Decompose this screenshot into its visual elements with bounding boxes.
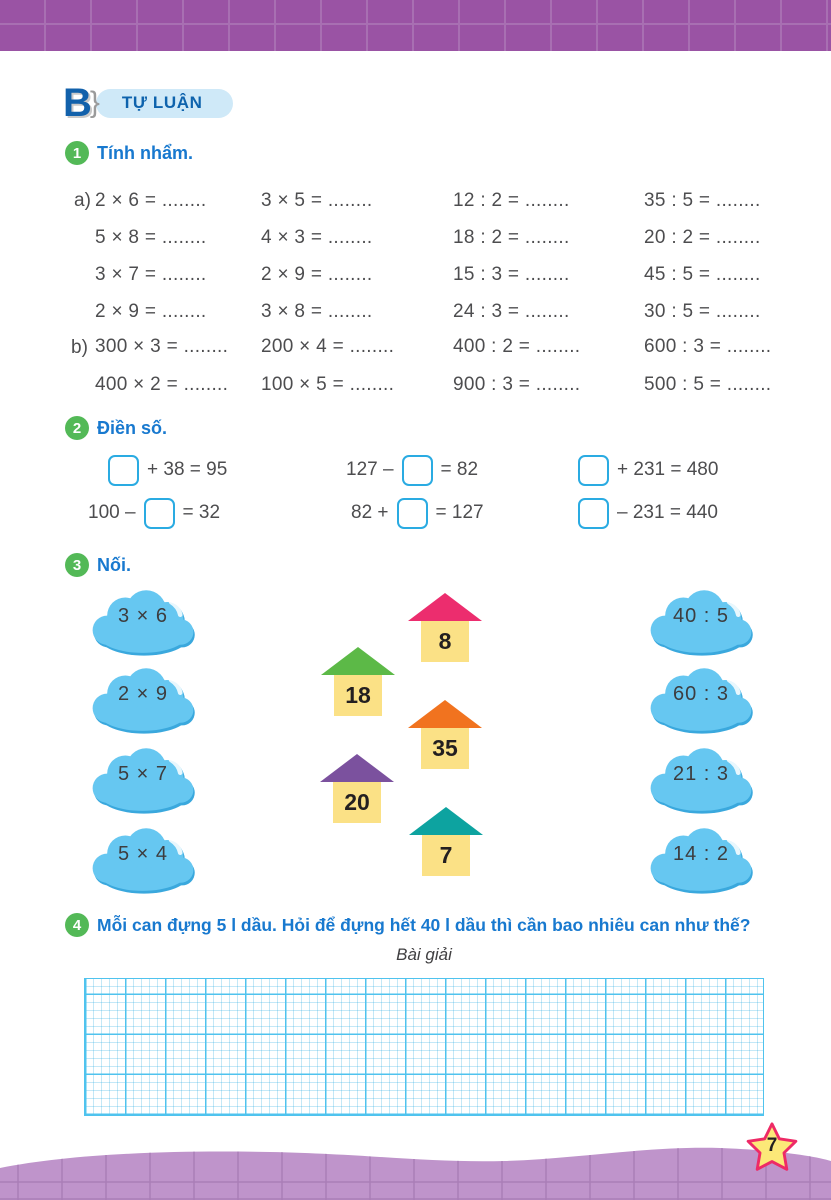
exercise-1-header [65,141,193,165]
exercise-1-part-a-grid [95,182,761,330]
roof-icon [408,593,482,621]
part-a-label: a) [74,190,91,211]
exercise-3-title: Nối. [97,555,131,575]
house-7[interactable] [409,807,483,876]
exercise-4-number-badge: 4 [65,913,89,937]
cloud-label: 14 : 2 [672,843,730,865]
house-value: 7 [422,835,470,876]
equation [351,498,484,528]
exercise-2-header [65,416,167,440]
cloud-left-1[interactable] [84,585,202,659]
house-35[interactable] [408,700,482,769]
brace-ornament: } [89,86,100,119]
equation-post: – 231 = 440 [617,502,718,523]
problem-cell: 600 : 3 = ........ [644,336,772,357]
problem-cell: 24 : 3 = ........ [453,301,570,322]
exercise-3-number-badge: 3 [65,553,89,577]
roof-icon [321,647,395,675]
answer-box[interactable] [578,498,609,529]
section-title: TỰ LUẬN [121,93,203,112]
exercise-2-number-badge: 2 [65,416,89,440]
problem-cell: 2 × 6 = ........ [95,190,207,211]
problem-cell: 200 × 4 = ........ [261,336,395,357]
equation-post: = 32 [182,502,221,523]
cloud-left-4[interactable] [84,823,202,897]
equation [108,455,227,485]
problem-cell: 5 × 8 = ........ [95,227,207,248]
problem-cell: 400 : 2 = ........ [453,336,581,357]
problem-cell: 3 × 7 = ........ [95,264,207,285]
answer-box[interactable] [144,498,175,529]
problem-cell: 20 : 2 = ........ [644,227,761,248]
problem-cell: 400 × 2 = ........ [95,374,229,395]
cloud-left-3[interactable] [84,743,202,817]
equation-post: = 82 [440,459,479,480]
problem-cell: 3 × 8 = ........ [261,301,373,322]
cloud-right-1[interactable] [642,585,760,659]
problem-cell: 300 × 3 = ........ [95,336,229,357]
cloud-label: 40 : 5 [672,605,730,627]
equation [88,498,220,528]
answer-writing-grid[interactable] [84,978,764,1116]
problem-cell: 2 × 9 = ........ [95,301,207,322]
equation [578,498,718,528]
house-18[interactable] [321,647,395,716]
roof-icon [320,754,394,782]
problem-cell: 4 × 3 = ........ [261,227,373,248]
problem-cell: 30 : 5 = ........ [644,301,761,322]
solution-label: Bài giải [396,945,452,964]
page-number-star [743,1120,801,1178]
house-value: 8 [421,621,469,662]
problem-cell: 900 : 3 = ........ [453,374,581,395]
answer-box[interactable] [108,455,139,486]
part-b-label: b) [71,337,88,358]
cloud-label: 21 : 3 [672,763,730,785]
cloud-label: 5 × 7 [117,763,169,785]
problem-cell: 2 × 9 = ........ [261,264,373,285]
equation [346,455,478,485]
house-20[interactable] [320,754,394,823]
exercise-4-title: Mỗi can đựng 5 l dầu. Hỏi để đựng hết 40 l dầu thì cần bao nhiêu can như thế? [97,915,751,935]
equation-pre: 82 + [351,502,389,523]
cloud-right-2[interactable] [642,663,760,737]
cloud-label: 5 × 4 [117,843,169,865]
house-value: 20 [333,782,381,823]
house-value: 18 [334,675,382,716]
top-banner [0,0,831,51]
problem-cell: 15 : 3 = ........ [453,264,570,285]
answer-box[interactable] [402,455,433,486]
roof-icon [409,807,483,835]
house-8[interactable] [408,593,482,662]
cloud-left-2[interactable] [84,663,202,737]
equation [578,455,718,485]
section-title-pill [96,89,233,118]
cloud-right-3[interactable] [642,743,760,817]
answer-box[interactable] [397,498,428,529]
answer-box[interactable] [578,455,609,486]
section-badge [63,81,233,125]
problem-cell: 45 : 5 = ........ [644,264,761,285]
equation-post: + 231 = 480 [617,459,719,480]
equation-pre: 127 – [346,459,394,480]
problem-cell: 100 × 5 = ........ [261,374,395,395]
roof-icon [408,700,482,728]
exercise-4-header [65,913,787,937]
problem-cell: 12 : 2 = ........ [453,190,570,211]
exercise-1-number-badge: 1 [65,141,89,165]
page-number: 7 [766,1135,778,1156]
cloud-label: 60 : 3 [672,683,730,705]
section-letter: B [63,81,92,125]
equation-pre: 100 – [88,502,136,523]
problem-cell: 35 : 5 = ........ [644,190,761,211]
cloud-label: 3 × 6 [117,605,169,627]
equation-post: + 38 = 95 [147,459,228,480]
exercise-1-part-b-grid [95,328,771,404]
footer-wave [0,1120,831,1200]
exercise-1-title: Tính nhẩm. [97,143,193,163]
problem-cell: 500 : 5 = ........ [644,374,772,395]
exercise-3-header [65,553,131,577]
house-value: 35 [421,728,469,769]
cloud-label: 2 × 9 [117,683,169,705]
cloud-right-4[interactable] [642,823,760,897]
exercise-2-title: Điền số. [97,418,168,438]
problem-cell: 3 × 5 = ........ [261,190,373,211]
equation-post: = 127 [435,502,484,523]
problem-cell: 18 : 2 = ........ [453,227,570,248]
